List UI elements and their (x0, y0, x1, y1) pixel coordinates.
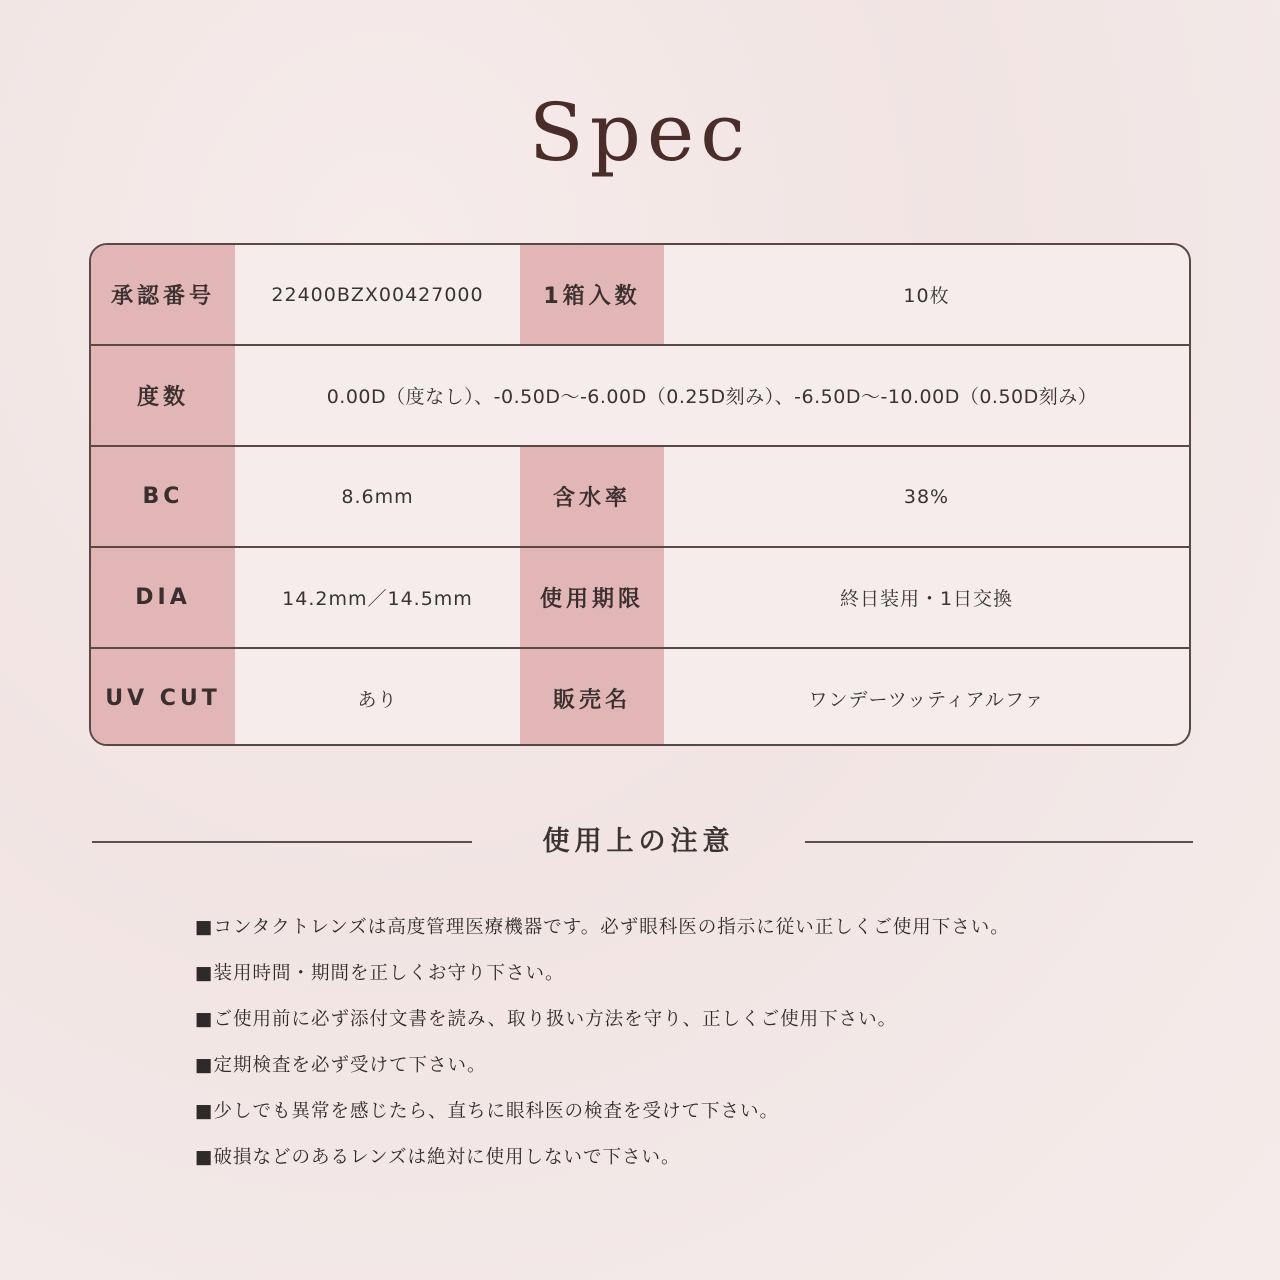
page-title: Spec (528, 86, 752, 179)
spec-label-box-quantity: 1箱入数 (520, 245, 664, 344)
spec-label-dia: DIA (91, 548, 235, 647)
precaution-item: ■定期検査を必ず受けて下さい。 (195, 1055, 487, 1076)
precaution-item: ■ご使用前に必ず添付文書を読み、取り扱い方法を守り、正しくご使用下さい。 (195, 1009, 898, 1030)
spec-row (91, 447, 1189, 546)
spec-label-product-name: 販売名 (520, 649, 664, 746)
precaution-item: ■破損などのあるレンズは絶対に使用しないで下さい。 (195, 1147, 681, 1168)
precautions-list (195, 905, 1145, 1181)
precautions-header (0, 815, 1280, 865)
spec-value-dia: 14.2mm／14.5mm (282, 588, 473, 610)
precaution-item: ■コンタクトレンズは高度管理医療機器です。必ず眼科医の指示に従い正しくご使用下さい。 (195, 917, 1010, 938)
spec-label-power: 度数 (91, 346, 235, 445)
spec-label-usage-period: 使用期限 (520, 548, 664, 647)
spec-value-usage-period: 終日装用・1日交換 (839, 588, 1014, 610)
precaution-item: ■装用時間・期間を正しくお守り下さい。 (195, 963, 565, 984)
spec-table (89, 243, 1191, 746)
spec-row (91, 649, 1189, 746)
precautions-heading: 使用上の注意 (542, 826, 735, 857)
spec-value-approval-number: 22400BZX00427000 (271, 283, 484, 306)
precaution-item: ■少しでも異常を感じたら、直ちに眼科医の検査を受けて下さい。 (195, 1101, 779, 1122)
spec-label-water-content: 含水率 (520, 447, 664, 546)
spec-row (91, 346, 1189, 445)
divider-line-left (92, 841, 472, 843)
spec-value-uv-cut: あり (357, 689, 398, 711)
spec-label-bc: BC (91, 447, 235, 546)
spec-row (91, 245, 1189, 344)
spec-value-water-content: 38% (903, 485, 950, 508)
spec-row (91, 548, 1189, 647)
spec-value-power: 0.00D（度なし）、-0.50D〜-6.00D（0.25D刻み）、-6.50D〜-10.00D（0.50D刻み） (326, 386, 1098, 408)
divider-line-right (805, 841, 1193, 843)
spec-value-bc: 8.6mm (341, 485, 414, 508)
spec-value-box-quantity: 10枚 (903, 285, 950, 307)
spec-label-uv-cut: UV CUT (91, 649, 235, 746)
spec-label-approval-number: 承認番号 (91, 245, 235, 344)
spec-value-product-name: ワンデーツッティアルファ (808, 689, 1045, 711)
